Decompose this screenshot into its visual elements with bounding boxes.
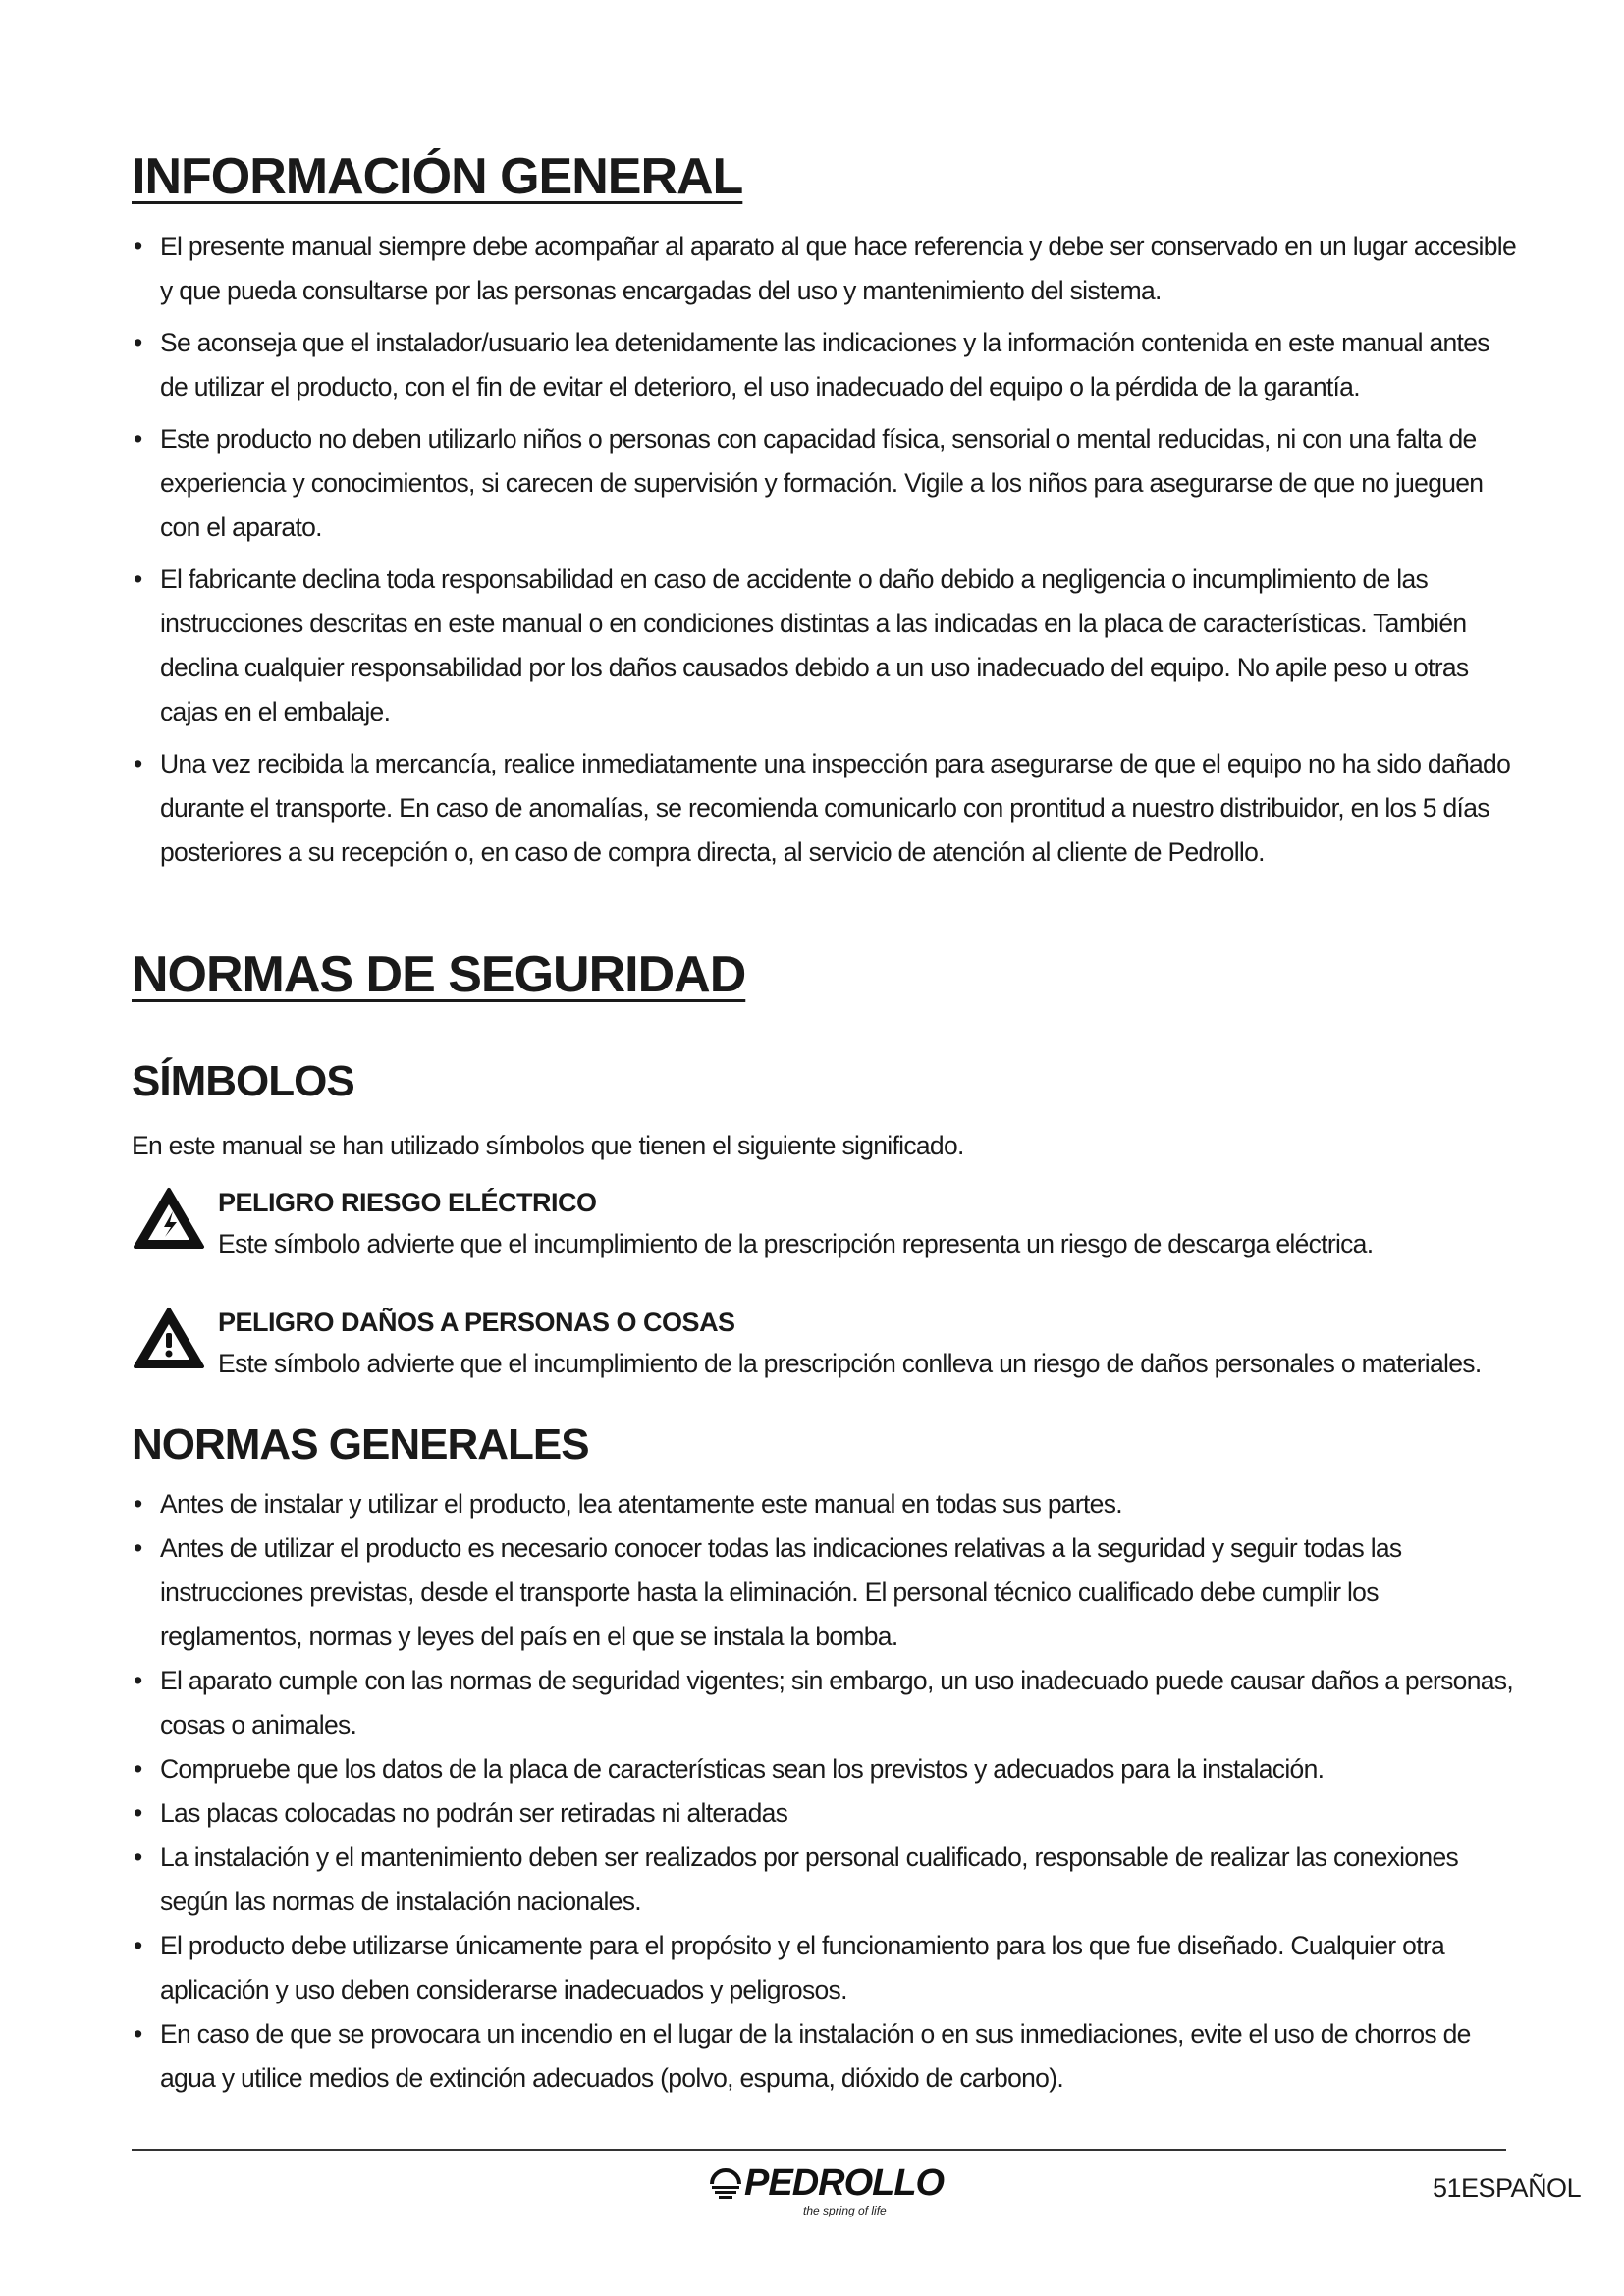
symbol-electric-hazard [132,1185,1545,1293]
logo-wordmark: PEDROLLO [744,2163,945,2204]
list-item: • Compruebe que los datos de la placa de características sean los previstos y adecuados para la instalación. [132,1747,1518,1791]
list-item: • Se aconseja que el instalador/usuario lea detenidamente las indicaciones y la información contenida en este manual antes de utilizar el producto, con el fin de evitar el deterioro, el uso inadecuado del equipo o la pérdida de la garantía. [132,321,1518,409]
list-item: • El producto debe utilizarse únicamente para el propósito y el funcionamiento para los que fue diseñado. Cualquier otra aplicación y uso deben considerarse inadecuados y peligrosos. [132,1924,1518,2012]
page-number: 51ESPAÑOL [1433,2173,1582,2203]
list-item: • Antes de instalar y utilizar el producto, lea atentamente este manual en todas sus partes. [132,1482,1518,1526]
general-info-list [132,225,1518,882]
general-rules-list [132,1482,1518,2101]
logo-tagline: the spring of life [803,2204,887,2217]
pedrollo-logo [709,2160,945,2228]
list-item: • Este producto no deben utilizarlo niños o personas con capacidad física, sensorial o mental reducidas, ni con una falta de experiencia y conocimientos, si carecen de supervisión y formación. Vigile a los niños para asegurarse de que no jueguen con el aparato. [132,417,1518,550]
list-item: • La instalación y el mantenimiento deben ser realizados por personal cualificado, responsable de realizar las conexiones según las normas de instalación nacionales. [132,1836,1518,1924]
section-title-general-info: INFORMACIÓN GENERAL [132,148,743,205]
list-item: • Las placas colocadas no podrán ser retiradas ni alteradas [132,1791,1518,1836]
list-item: • En caso de que se provocara un incendio en el lugar de la instalación o en sus inmediaciones, evite el uso de chorros de agua y utilice medios de extinción adecuados (polvo, espuma, dióxido de carbono). [132,2012,1518,2101]
subsection-title-symbols: SÍMBOLOS [132,1057,354,1105]
footer-divider [132,2149,1506,2151]
list-item: • Una vez recibida la mercancía, realice inmediatamente una inspección para asegurarse de que el equipo no ha sido dañado durante el transporte. En caso de anomalías, se recomienda comunicarlo con prontitud a nuestro distribuidor, en los 5 días posteriores a su recepción o, en caso de compra directa, al servicio de atención al cliente de Pedrollo. [132,742,1518,875]
list-item: • El fabricante declina toda responsabilidad en caso de accidente o daño debido a negligencia o incumplimiento de las instrucciones descritas en este manual o en condiciones distintas a las indicadas en la placa de características. También declina cualquier responsabilidad por los daños causados debido a un uso inadecuado del equipo. No apile peso u otras cajas en el embalaje. [132,558,1518,734]
symbol-general-hazard [132,1305,1545,1413]
general-hazard-icon [132,1305,206,1373]
symbol-description: Este símbolo advierte que el incumplimiento de la prescripción conlleva un riesgo de daños personales o materiales. [218,1349,1482,1378]
symbol-title: PELIGRO DAÑOS A PERSONAS O COSAS [218,1308,735,1337]
subsection-title-general-rules: NORMAS GENERALES [132,1420,589,1468]
symbol-title: PELIGRO RIESGO ELÉCTRICO [218,1188,597,1217]
section-title-safety: NORMAS DE SEGURIDAD [132,946,746,1003]
list-item: • Antes de utilizar el producto es necesario conocer todas las indicaciones relativas a la seguridad y seguir todas las instrucciones previstas, desde el transporte hasta la eliminación. El personal técnico cualificado debe cumplir los reglamentos, normas y leyes del país en el que se instala la bomba. [132,1526,1518,1659]
logo-mark-icon [709,2167,742,2201]
electric-hazard-icon [132,1185,206,1254]
symbol-description: Este símbolo advierte que el incumplimiento de la prescripción representa un riesgo de descarga eléctrica. [218,1229,1374,1258]
list-item: • El aparato cumple con las normas de seguridad vigentes; sin embargo, un uso inadecuado puede causar daños a personas, cosas o animales. [132,1659,1518,1747]
list-item: • El presente manual siempre debe acompañar al aparato al que hace referencia y debe ser conservado en un lugar accesible y que pueda consultarse por las personas encargadas del uso y mantenimiento del sistema. [132,225,1518,313]
symbols-intro: En este manual se han utilizado símbolos que tienen el siguiente significado. [132,1131,964,1160]
